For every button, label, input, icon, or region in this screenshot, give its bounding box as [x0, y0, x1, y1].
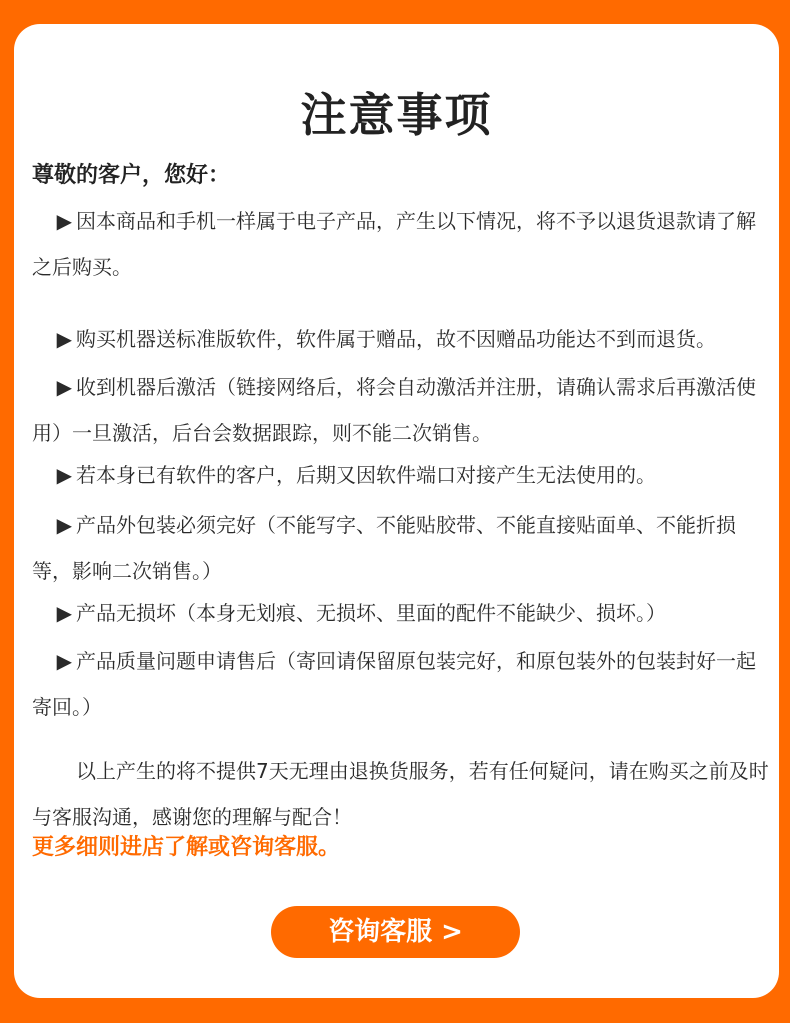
closing-text: 以上产生的将不提供7天无理由退换货服务，若有任何疑问，请在购买之前及时与客服沟通，感谢您的理解与配合！: [32, 759, 769, 829]
list-item-text: 产品外包装必须完好（不能写字、不能贴胶带、不能直接贴面单、不能折损等，影响二次销售。）: [32, 513, 736, 583]
bullet-arrow-icon: ▶: [56, 513, 72, 537]
list-item-text: 产品质量问题申请售后（寄回请保留原包装完好，和原包装外的包装封好一起寄回。）: [32, 649, 756, 719]
list-item-text: 若本身已有软件的客户，后期又因软件端口对接产生无法使用的。: [76, 463, 656, 487]
list-item-text: 购买机器送标准版软件，软件属于赠品，故不因赠品功能达不到而退货。: [76, 327, 716, 351]
contact-service-button[interactable]: 咨询客服 >: [271, 906, 520, 958]
closing-paragraph: [32, 748, 774, 840]
bullet-arrow-icon: ▶: [56, 209, 72, 233]
list-item: [32, 590, 774, 636]
bullet-arrow-icon: ▶: [56, 327, 72, 351]
intro-paragraph: [32, 198, 774, 290]
bullet-arrow-icon: ▶: [56, 375, 72, 399]
bullet-arrow-icon: ▶: [56, 601, 72, 625]
bullet-arrow-icon: ▶: [56, 649, 72, 673]
bullet-arrow-icon: ▶: [56, 463, 72, 487]
notice-card: [14, 24, 779, 998]
greeting: 尊敬的客户，您好：: [32, 163, 231, 188]
list-item: [32, 638, 774, 730]
intro-text: 因本商品和手机一样属于电子产品，产生以下情况，将不予以退货退款请了解之后购买。: [32, 209, 756, 279]
list-item: [32, 316, 774, 362]
list-item-text: 收到机器后激活（链接网络后，将会自动激活并注册，请确认需求后再激活使用）一旦激活，后台会数据跟踪，则不能二次销售。: [32, 375, 756, 445]
list-item-text: 产品无损坏（本身无划痕、无损坏、里面的配件不能缺少、损坏。）: [76, 601, 666, 625]
page-title: 注意事项: [300, 88, 493, 142]
list-item: [32, 452, 774, 498]
list-item: [32, 364, 774, 456]
list-item: [32, 502, 774, 594]
more-info-note: 更多细则进店了解或咨询客服。: [32, 835, 341, 860]
